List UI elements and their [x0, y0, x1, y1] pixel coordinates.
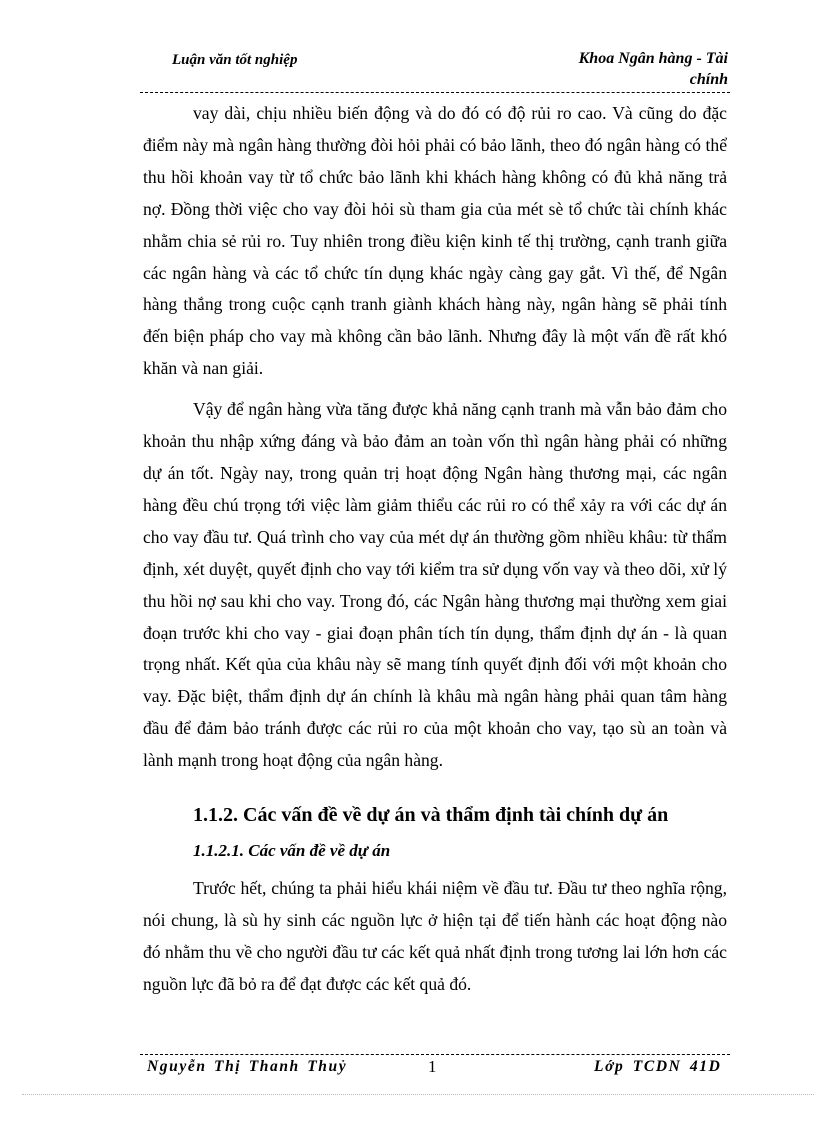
header-thesis-label: Luận văn tốt nghiệp [172, 52, 298, 68]
page-edge-divider [22, 1094, 814, 1095]
footer-class-label: Lớp TCDN 41D [594, 1058, 722, 1075]
paragraph-project-quality: Vậy để ngân hàng vừa tăng được khả năng cạnh tranh mà vẫn bảo đảm cho khoản thu nhập xứng đáng và bảo đảm an toàn vốn thì ngân hàng phải có những dự án tốt. Ngày nay, trong quản trị hoạt động Ngân hàng thương mại, các ngân hàng đều chú trọng tới việc làm giảm thiểu các rủi ro có thể xảy ra với các dự án cho vay đầu tư. Quá trình cho vay của mét dự án thường gồm nhiều khâu: từ thẩm định, xét duyệt, quyết định cho vay tới kiểm tra sử dụng vốn vay và theo dõi, xử lý thu hồi nợ sau khi cho vay. Trong đó, các Ngân hàng thương mại thường xem giai đoạn trước khi cho vay - giai đoạn phân tích tín dụng, thẩm định dự án - là quan trọng nhất. Kết qủa của khâu này sẽ mang tính quyết định đối với một khoản cho vay. Đặc biệt, thẩm định dự án chính là khâu mà ngân hàng phải quan tâm hàng đầu để đảm bảo tránh được các rủi ro của một khoản cho vay, tạo sù an toàn và lành mạnh trong hoạt động của ngân hàng. [143, 399, 727, 771]
subsection-heading: 1.1.2.1. Các vấn đề về dự án [193, 841, 391, 861]
section-heading: 1.1.2. Các vấn đề về dự án và thẩm định tài chính dự án [193, 804, 669, 827]
footer-divider [140, 1054, 730, 1055]
page-number: 1 [428, 1057, 437, 1076]
document-body [143, 98, 727, 1001]
header-faculty-label: Khoa Ngân hàng - Tài chính [578, 50, 728, 88]
paragraph-continuation: vay dài, chịu nhiều biến động và do đó có độ rủi ro cao. Và cũng do đặc điểm này mà ngân hàng thường đòi hỏi phải có bảo lãnh, theo đó ngân hàng có thể thu hồi khoản vay từ tổ chức bảo lãnh khi khách hàng không có đủ khả năng trả nợ. Đồng thời việc cho vay đòi hỏi sù tham gia của mét sè tổ chức tài chính khác nhằm chia sẻ rủi ro. Tuy nhiên trong điều kiện kinh tế thị trường, cạnh tranh giữa các ngân hàng và các tổ chức tín dụng khác ngày càng gay gắt. Vì thế, để Ngân hàng thắng trong cuộc cạnh tranh giành khách hàng này, ngân hàng sẽ phải tính đến biện pháp cho vay mà không cần bảo lãnh. Nhưng đây là một vấn đề rất khó khăn và nan giải. [143, 103, 727, 379]
footer-author: Nguyễn Thị Thanh Thuỷ [147, 1058, 348, 1075]
header-divider [140, 92, 730, 93]
paragraph-investment-definition: Trước hết, chúng ta phải hiểu khái niệm về đầu tư. Đầu tư theo nghĩa rộng, nói chung, là sù hy sinh các nguồn lực ở hiện tại để tiến hành các hoạt động nào đó nhằm thu về cho người đầu tư các kết quả nhất định trong tương lai lớn hơn các nguồn lực đã bỏ ra để đạt được các kết quả đó. [143, 878, 727, 994]
